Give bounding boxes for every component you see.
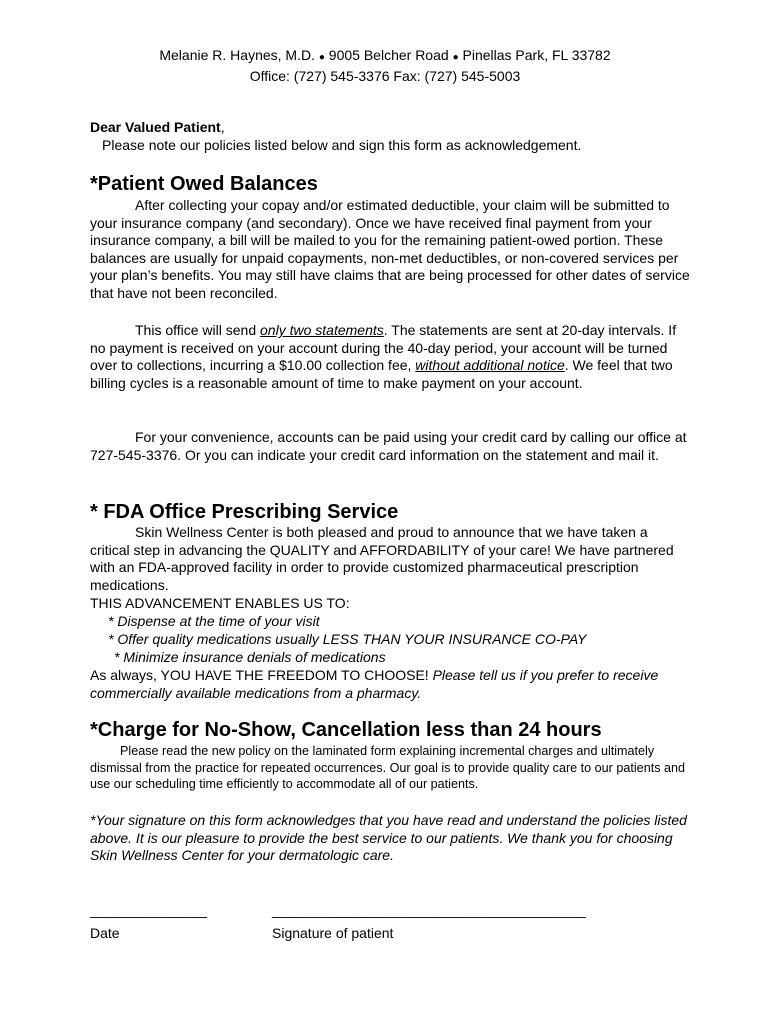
balances-heading: *Patient Owed Balances xyxy=(90,173,318,195)
letterhead xyxy=(0,46,770,85)
fda-choice-text: As always, YOU HAVE THE FREEDOM TO CHOOSE! xyxy=(90,667,433,683)
greeting xyxy=(90,119,690,154)
contact-line: Office: (727) 545-3376 Fax: (727) 545-5003 xyxy=(249,68,521,84)
separator: ● xyxy=(452,52,459,63)
separator: ● xyxy=(318,52,325,63)
p2-text-b: . The statements are sent at 20-day intervals. If no payment is received on your account during the 40-day period, your account will be turned over to collections, incurring a $10.00 collection fee, xyxy=(90,322,677,373)
fda-enables: THIS ADVANCEMENT ENABLES US TO: xyxy=(90,595,350,611)
signature-label: Signature of patient xyxy=(272,925,394,941)
date-line: ________________ xyxy=(90,902,207,918)
balances-paragraph-1: After collecting your copay and/or estimated deductible, your claim will be submitted to your insurance company (and secondary). Once we have received final payment from your insurance company, a bill will be mailed to you for the remaining patient-owed portion. These balances are usually for unpaid copayments, non-met deductibles, or non-covered services per your plan’s benefits. You may still have claims that are being processed for other dates of service that have not been reconciled. xyxy=(90,197,690,301)
p2-emphasis-2: without additional notice xyxy=(415,357,565,373)
balances-paragraph-3: For your convenience, accounts can be paid using your credit card by calling our office at 727-545-3376. Or you can indicate your credit card information on the statement and mail it. xyxy=(90,429,687,463)
fda-paragraph-1: Skin Wellness Center is both pleased and proud to announce that we have taken a critical step in advancing the QUALITY and AFFORDABILITY of your care! We have partnered with an FDA-approved facility in order to provide customized pharmaceutical prescription medications. xyxy=(90,524,674,593)
signature-line: ___________________________________________ xyxy=(272,902,586,918)
p2-emphasis-1: only two statements xyxy=(260,322,384,338)
p2-text-c: . We feel that two billing cycles is a reasonable amount of time to make payment on your account. xyxy=(90,357,673,391)
balances-paragraph-2 xyxy=(90,322,690,392)
noshow-paragraph: Please read the new policy on the laminated form explaining incremental charges and ultimately dismissal from the practice for repeated occurrences. Our goal is to provide quality care to our patients and use our scheduling time efficiently to accommodate all of our patients. xyxy=(90,744,685,791)
fda-bullet-2: * Offer quality medications usually LESS THAN YOUR INSURANCE CO-PAY xyxy=(108,631,587,647)
doctor-name: Melanie R. Haynes, M.D. xyxy=(159,47,315,63)
greeting-intro: Please note our policies listed below and sign this form as acknowledgement. xyxy=(102,136,582,153)
fda-heading: * FDA Office Prescribing Service xyxy=(90,501,399,523)
date-label: Date xyxy=(90,925,120,941)
noshow-heading: *Charge for No-Show, Cancellation less than 24 hours xyxy=(90,719,602,741)
salutation-comma: , xyxy=(220,119,225,135)
city-address: Pinellas Park, FL 33782 xyxy=(462,47,611,63)
letterhead-line1 xyxy=(0,46,770,67)
street-address: 9005 Belcher Road xyxy=(328,47,449,63)
salutation: Dear Valued Patient xyxy=(90,119,221,135)
closing-statement: *Your signature on this form acknowledges that you have read and understand the policies listed above. It is our pleasure to provide the best service to our patients. We thank you for choosing Skin Wellness Center for your dermatologic care. xyxy=(90,812,687,863)
fda-choice-italic: Please tell us if you prefer to receive commercially available medications from a pharmacy. xyxy=(90,667,659,701)
fda-bullet-1: * Dispense at the time of your visit xyxy=(108,613,320,629)
p2-text-a: This office will send xyxy=(135,322,261,338)
fda-bullet-3: * Minimize insurance denials of medications xyxy=(114,649,386,665)
fda-choice xyxy=(90,667,690,702)
